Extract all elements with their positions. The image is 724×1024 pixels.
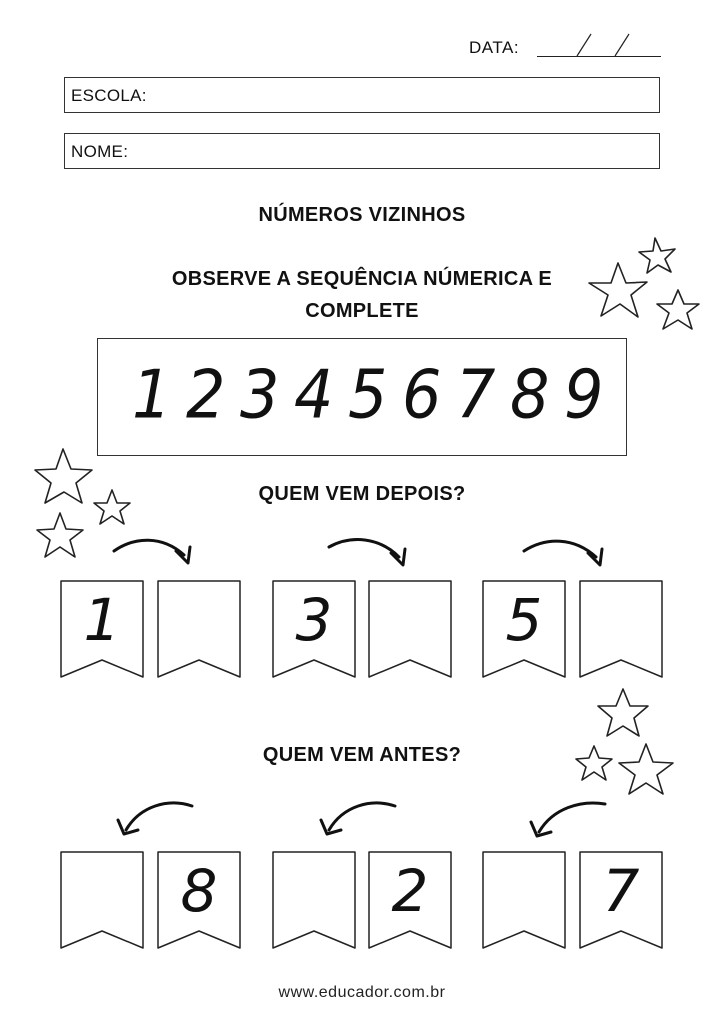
star-icon [37, 513, 83, 557]
sequence-digit: 2 [186, 355, 226, 434]
footer-website: www.educador.com.br [278, 984, 446, 1001]
page-title: NÚMEROS VIZINHOS [258, 204, 466, 226]
given-number: 1 [83, 586, 121, 654]
sequence-digit: 3 [240, 355, 280, 434]
instruction-line-2: COMPLETE [305, 300, 419, 322]
sequence-digit: 7 [456, 355, 496, 434]
given-number: 5 [505, 586, 543, 654]
name-field[interactable] [64, 133, 660, 169]
instruction-line-1: OBSERVE A SEQUÊNCIA NÚMERICA E [171, 268, 553, 290]
answer-flag[interactable] [579, 580, 663, 678]
given-number-flag [157, 851, 241, 949]
arrow-left-icon [112, 798, 202, 840]
stars-decoration-top-right [585, 235, 705, 335]
sequence-digit: 5 [348, 355, 388, 434]
answer-flag[interactable] [482, 851, 566, 949]
star-icon [589, 263, 647, 317]
arrow-right-icon [110, 533, 200, 573]
answer-flag[interactable] [368, 580, 452, 678]
date-label: DATA: [469, 38, 520, 57]
answer-flag[interactable] [60, 851, 144, 949]
star-icon [657, 290, 699, 329]
arrow-left-icon [525, 798, 615, 840]
given-number: 2 [391, 857, 429, 925]
arrow-right-icon [520, 533, 610, 573]
sequence-digit: 6 [402, 355, 442, 434]
given-number-flag [579, 851, 663, 949]
given-number-flag [368, 851, 452, 949]
arrow-right-icon [325, 533, 415, 573]
star-icon [639, 238, 675, 273]
number-sequence-box [97, 338, 627, 456]
given-number: 7 [602, 857, 640, 925]
answer-flag[interactable] [272, 851, 356, 949]
after-section-heading: QUEM VEM DEPOIS? [258, 483, 466, 505]
star-icon [598, 689, 648, 736]
date-slashes [537, 30, 661, 60]
given-number: 8 [180, 857, 218, 925]
sequence-digit: 8 [510, 355, 550, 434]
before-section-heading: QUEM VEM ANTES? [262, 744, 462, 766]
given-number: 3 [295, 586, 333, 654]
given-number-flag [482, 580, 566, 678]
arrow-left-icon [315, 798, 405, 840]
sequence-digit: 9 [564, 355, 604, 434]
school-label: ESCOLA: [71, 86, 147, 105]
given-number-flag [60, 580, 144, 678]
given-number-flag [272, 580, 356, 678]
sequence-digit: 4 [294, 355, 334, 434]
school-field[interactable] [64, 77, 660, 113]
sequence-digit: 1 [132, 355, 172, 434]
answer-flag[interactable] [157, 580, 241, 678]
name-label: NOME: [71, 142, 129, 161]
